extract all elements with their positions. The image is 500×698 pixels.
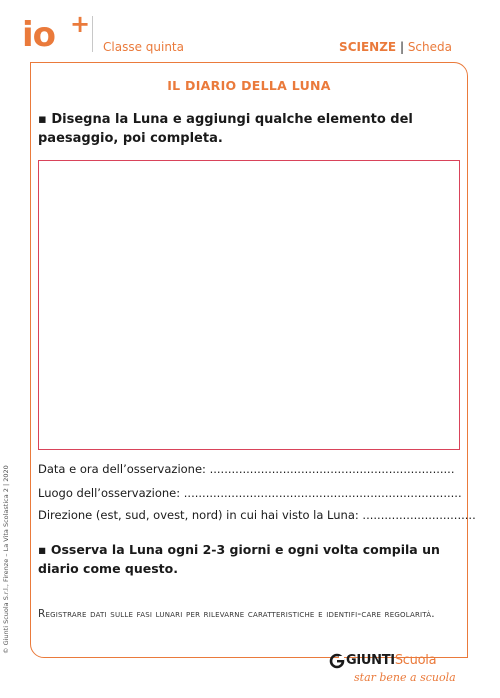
drawing-instruction: ▪ Disegna la Luna e aggiungi qualche elemento del paesaggio, poi completa. [38, 112, 413, 146]
direction-field[interactable] [38, 508, 476, 522]
publisher-tagline: star bene a scuola [354, 671, 456, 684]
publisher-logo [298, 653, 458, 689]
subject-separator: | [399, 40, 404, 54]
copyright-notice: © Giunti Scuola S.r.l., Firenze – La Vita Scolastica 2 | 2020 [2, 465, 10, 654]
field-label: Luogo dell’osservazione: [38, 486, 184, 500]
io-plus-logo [22, 10, 91, 57]
publisher-name-main: GIUNTI [346, 653, 395, 668]
doc-type-label: Scheda [407, 40, 452, 54]
field-dots: ................................................................... [209, 462, 455, 476]
learning-objective: Registrare dati sulle fasi lunari per rilevarne caratteristiche e identifi-care regolarità. [38, 608, 435, 620]
field-dots: ............................................................................ [183, 486, 462, 500]
observation-instruction: ▪ Osserva la Luna ogni 2-3 giorni e ogni volta compila un diario come questo. [38, 542, 440, 576]
drawing-area[interactable] [38, 160, 460, 450]
publisher-name-suffix: Scuola [394, 653, 437, 668]
field-label: Direzione (est, sud, ovest, nord) in cui hai visto la Luna: [38, 508, 363, 522]
field-label: Data e ora dell’osservazione: [38, 462, 210, 476]
worksheet-title: IL DIARIO DELLA LUNA [167, 78, 331, 93]
date-time-field[interactable] [38, 462, 462, 476]
publisher-name [346, 653, 436, 668]
location-field[interactable] [38, 486, 462, 500]
logo-text: io [22, 15, 56, 55]
subject-label: SCIENZE [339, 40, 397, 54]
subject-heading [339, 40, 452, 54]
field-dots: ............................... [362, 508, 476, 522]
page-header [0, 0, 500, 62]
giunti-g-icon [330, 654, 344, 668]
header-divider [92, 16, 93, 52]
plus-icon: + [70, 10, 91, 38]
grade-label: Classe quinta [103, 40, 184, 54]
